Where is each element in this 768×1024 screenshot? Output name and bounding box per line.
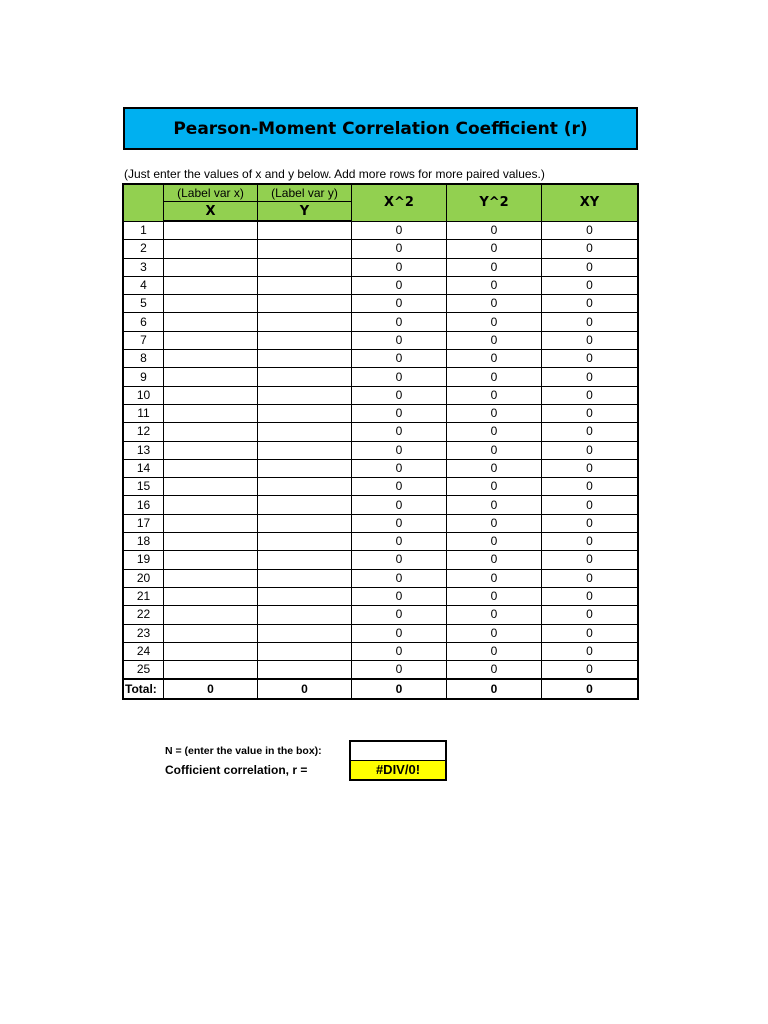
x2-value: 0 bbox=[352, 423, 447, 441]
total-label: Total: bbox=[124, 679, 164, 699]
x-value-cell[interactable] bbox=[164, 404, 258, 422]
x2-value: 0 bbox=[352, 533, 447, 551]
y-value-cell[interactable] bbox=[258, 295, 352, 313]
row-number: 1 bbox=[124, 221, 164, 240]
x2-value: 0 bbox=[352, 331, 447, 349]
table-row bbox=[124, 404, 638, 422]
y-value-cell[interactable] bbox=[258, 350, 352, 368]
table-row bbox=[124, 258, 638, 276]
xy-value: 0 bbox=[542, 514, 638, 532]
x-value-cell[interactable] bbox=[164, 514, 258, 532]
y2-value: 0 bbox=[447, 551, 542, 569]
table-row bbox=[124, 295, 638, 313]
row-number: 16 bbox=[124, 496, 164, 514]
table-row bbox=[124, 478, 638, 496]
x-value-cell[interactable] bbox=[164, 551, 258, 569]
y-value-cell[interactable] bbox=[258, 624, 352, 642]
x2-value: 0 bbox=[352, 404, 447, 422]
x-value-cell[interactable] bbox=[164, 496, 258, 514]
xy-value: 0 bbox=[542, 661, 638, 680]
xy-value: 0 bbox=[542, 404, 638, 422]
y-header: Y bbox=[258, 202, 352, 222]
x-value-cell[interactable] bbox=[164, 478, 258, 496]
xy-value: 0 bbox=[542, 295, 638, 313]
x2-value: 0 bbox=[352, 514, 447, 532]
y2-value: 0 bbox=[447, 642, 542, 660]
row-number: 15 bbox=[124, 478, 164, 496]
y-value-cell[interactable] bbox=[258, 478, 352, 496]
y-value-cell[interactable] bbox=[258, 258, 352, 276]
x-header: X bbox=[164, 202, 258, 222]
y2-value: 0 bbox=[447, 331, 542, 349]
y-value-cell[interactable] bbox=[258, 569, 352, 587]
table-row bbox=[124, 606, 638, 624]
x2-value: 0 bbox=[352, 295, 447, 313]
x-value-cell[interactable] bbox=[164, 276, 258, 294]
x2-value: 0 bbox=[352, 368, 447, 386]
row-number: 20 bbox=[124, 569, 164, 587]
row-number: 8 bbox=[124, 350, 164, 368]
y-value-cell[interactable] bbox=[258, 496, 352, 514]
row-number: 12 bbox=[124, 423, 164, 441]
table-row bbox=[124, 496, 638, 514]
x-value-cell[interactable] bbox=[164, 295, 258, 313]
row-number: 9 bbox=[124, 368, 164, 386]
x-value-cell[interactable] bbox=[164, 350, 258, 368]
x-label-cell[interactable]: (Label var x) bbox=[164, 185, 258, 202]
x2-value: 0 bbox=[352, 587, 447, 605]
y-label-cell[interactable]: (Label var y) bbox=[258, 185, 352, 202]
y-value-cell[interactable] bbox=[258, 368, 352, 386]
total-xy: 0 bbox=[542, 679, 638, 699]
y2-value: 0 bbox=[447, 569, 542, 587]
row-number: 21 bbox=[124, 587, 164, 605]
table-row bbox=[124, 240, 638, 258]
row-number: 17 bbox=[124, 514, 164, 532]
y2-value: 0 bbox=[447, 386, 542, 404]
xy-value: 0 bbox=[542, 350, 638, 368]
y2-value: 0 bbox=[447, 276, 542, 294]
xy-value: 0 bbox=[542, 313, 638, 331]
y2-value: 0 bbox=[447, 661, 542, 680]
xy-value: 0 bbox=[542, 423, 638, 441]
y-value-cell[interactable] bbox=[258, 423, 352, 441]
xy-header: XY bbox=[542, 185, 638, 222]
x2-value: 0 bbox=[352, 386, 447, 404]
x-value-cell[interactable] bbox=[164, 221, 258, 240]
x-value-cell[interactable] bbox=[164, 661, 258, 680]
xy-value: 0 bbox=[542, 221, 638, 240]
x-value-cell[interactable] bbox=[164, 423, 258, 441]
row-number: 4 bbox=[124, 276, 164, 294]
xy-value: 0 bbox=[542, 624, 638, 642]
y2-value: 0 bbox=[447, 587, 542, 605]
row-number: 23 bbox=[124, 624, 164, 642]
row-number: 18 bbox=[124, 533, 164, 551]
x2-value: 0 bbox=[352, 441, 447, 459]
row-number: 11 bbox=[124, 404, 164, 422]
x-value-cell[interactable] bbox=[164, 313, 258, 331]
xy-value: 0 bbox=[542, 276, 638, 294]
total-row bbox=[124, 679, 638, 699]
y2-value: 0 bbox=[447, 368, 542, 386]
y-value-cell[interactable] bbox=[258, 514, 352, 532]
x-value-cell[interactable] bbox=[164, 331, 258, 349]
x2-value: 0 bbox=[352, 350, 447, 368]
table-row bbox=[124, 569, 638, 587]
xy-value: 0 bbox=[542, 368, 638, 386]
y-value-cell[interactable] bbox=[258, 221, 352, 240]
x-value-cell[interactable] bbox=[164, 441, 258, 459]
x-value-cell[interactable] bbox=[164, 386, 258, 404]
xy-value: 0 bbox=[542, 240, 638, 258]
y2-value: 0 bbox=[447, 514, 542, 532]
x2-value: 0 bbox=[352, 459, 447, 477]
y2-value: 0 bbox=[447, 295, 542, 313]
y2-value: 0 bbox=[447, 441, 542, 459]
y-value-cell[interactable] bbox=[258, 606, 352, 624]
table-row bbox=[124, 441, 638, 459]
y-value-cell[interactable] bbox=[258, 331, 352, 349]
row-number-header bbox=[124, 185, 164, 222]
y2-value: 0 bbox=[447, 606, 542, 624]
y-value-cell[interactable] bbox=[258, 240, 352, 258]
x-value-cell[interactable] bbox=[164, 368, 258, 386]
table-row bbox=[124, 313, 638, 331]
xy-value: 0 bbox=[542, 642, 638, 660]
x-value-cell[interactable] bbox=[164, 642, 258, 660]
row-number: 22 bbox=[124, 606, 164, 624]
y2-value: 0 bbox=[447, 624, 542, 642]
xy-value: 0 bbox=[542, 569, 638, 587]
x2-value: 0 bbox=[352, 240, 447, 258]
y2-value: 0 bbox=[447, 459, 542, 477]
xy-value: 0 bbox=[542, 386, 638, 404]
x2-value: 0 bbox=[352, 496, 447, 514]
y-value-cell[interactable] bbox=[258, 533, 352, 551]
r-result-cell: #DIV/0! bbox=[349, 760, 447, 781]
y-value-cell[interactable] bbox=[258, 642, 352, 660]
xy-value: 0 bbox=[542, 533, 638, 551]
table-row bbox=[124, 551, 638, 569]
xy-value: 0 bbox=[542, 441, 638, 459]
xy-value: 0 bbox=[542, 258, 638, 276]
row-number: 19 bbox=[124, 551, 164, 569]
table-row bbox=[124, 221, 638, 240]
y2-header: Y^2 bbox=[447, 185, 542, 222]
x2-value: 0 bbox=[352, 551, 447, 569]
x2-value: 0 bbox=[352, 569, 447, 587]
xy-value: 0 bbox=[542, 459, 638, 477]
xy-value: 0 bbox=[542, 496, 638, 514]
row-number: 6 bbox=[124, 313, 164, 331]
x-value-cell[interactable] bbox=[164, 258, 258, 276]
row-number: 25 bbox=[124, 661, 164, 680]
y-value-cell[interactable] bbox=[258, 313, 352, 331]
x-value-cell[interactable] bbox=[164, 624, 258, 642]
x2-value: 0 bbox=[352, 661, 447, 680]
table-row bbox=[124, 661, 638, 680]
row-number: 24 bbox=[124, 642, 164, 660]
x2-value: 0 bbox=[352, 606, 447, 624]
table-row bbox=[124, 587, 638, 605]
table-row bbox=[124, 642, 638, 660]
n-input-box[interactable] bbox=[349, 740, 447, 762]
x2-value: 0 bbox=[352, 221, 447, 240]
x2-value: 0 bbox=[352, 276, 447, 294]
xy-value: 0 bbox=[542, 606, 638, 624]
n-label: N = (enter the value in the box): bbox=[165, 745, 322, 757]
total-x: 0 bbox=[164, 679, 258, 699]
table-row bbox=[124, 423, 638, 441]
x2-value: 0 bbox=[352, 313, 447, 331]
y-value-cell[interactable] bbox=[258, 459, 352, 477]
total-x2: 0 bbox=[352, 679, 447, 699]
y-value-cell[interactable] bbox=[258, 551, 352, 569]
y2-value: 0 bbox=[447, 350, 542, 368]
table-row bbox=[124, 459, 638, 477]
y-value-cell[interactable] bbox=[258, 276, 352, 294]
row-number: 14 bbox=[124, 459, 164, 477]
total-y: 0 bbox=[258, 679, 352, 699]
y2-value: 0 bbox=[447, 478, 542, 496]
table-row bbox=[124, 514, 638, 532]
xy-value: 0 bbox=[542, 551, 638, 569]
x-value-cell[interactable] bbox=[164, 459, 258, 477]
total-y2: 0 bbox=[447, 679, 542, 699]
x2-value: 0 bbox=[352, 642, 447, 660]
y-value-cell[interactable] bbox=[258, 441, 352, 459]
y-value-cell[interactable] bbox=[258, 404, 352, 422]
table-row bbox=[124, 533, 638, 551]
row-number: 13 bbox=[124, 441, 164, 459]
y2-value: 0 bbox=[447, 258, 542, 276]
table-row bbox=[124, 624, 638, 642]
row-number: 2 bbox=[124, 240, 164, 258]
y-value-cell[interactable] bbox=[258, 587, 352, 605]
table-row bbox=[124, 368, 638, 386]
y2-value: 0 bbox=[447, 533, 542, 551]
xy-value: 0 bbox=[542, 331, 638, 349]
table-row bbox=[124, 276, 638, 294]
y2-value: 0 bbox=[447, 240, 542, 258]
table-row bbox=[124, 331, 638, 349]
table-row bbox=[124, 350, 638, 368]
y2-value: 0 bbox=[447, 496, 542, 514]
x-value-cell[interactable] bbox=[164, 569, 258, 587]
x2-value: 0 bbox=[352, 478, 447, 496]
y2-value: 0 bbox=[447, 221, 542, 240]
x-value-cell[interactable] bbox=[164, 606, 258, 624]
page-title: Pearson-Moment Correlation Coefficient (r) bbox=[123, 107, 638, 150]
y2-value: 0 bbox=[447, 313, 542, 331]
x2-value: 0 bbox=[352, 624, 447, 642]
x-value-cell[interactable] bbox=[164, 587, 258, 605]
x2-header: X^2 bbox=[352, 185, 447, 222]
row-number: 10 bbox=[124, 386, 164, 404]
x2-value: 0 bbox=[352, 258, 447, 276]
row-number: 3 bbox=[124, 258, 164, 276]
row-number: 7 bbox=[124, 331, 164, 349]
x-value-cell[interactable] bbox=[164, 240, 258, 258]
y-value-cell[interactable] bbox=[258, 661, 352, 680]
r-label: Cofficient correlation, r = bbox=[165, 763, 308, 777]
instructions-note: (Just enter the values of x and y below. Add more rows for more paired values.) bbox=[124, 167, 545, 181]
y2-value: 0 bbox=[447, 404, 542, 422]
xy-value: 0 bbox=[542, 478, 638, 496]
data-table bbox=[123, 184, 638, 699]
y2-value: 0 bbox=[447, 423, 542, 441]
xy-value: 0 bbox=[542, 587, 638, 605]
y-value-cell[interactable] bbox=[258, 386, 352, 404]
table-row bbox=[124, 386, 638, 404]
x-value-cell[interactable] bbox=[164, 533, 258, 551]
row-number: 5 bbox=[124, 295, 164, 313]
